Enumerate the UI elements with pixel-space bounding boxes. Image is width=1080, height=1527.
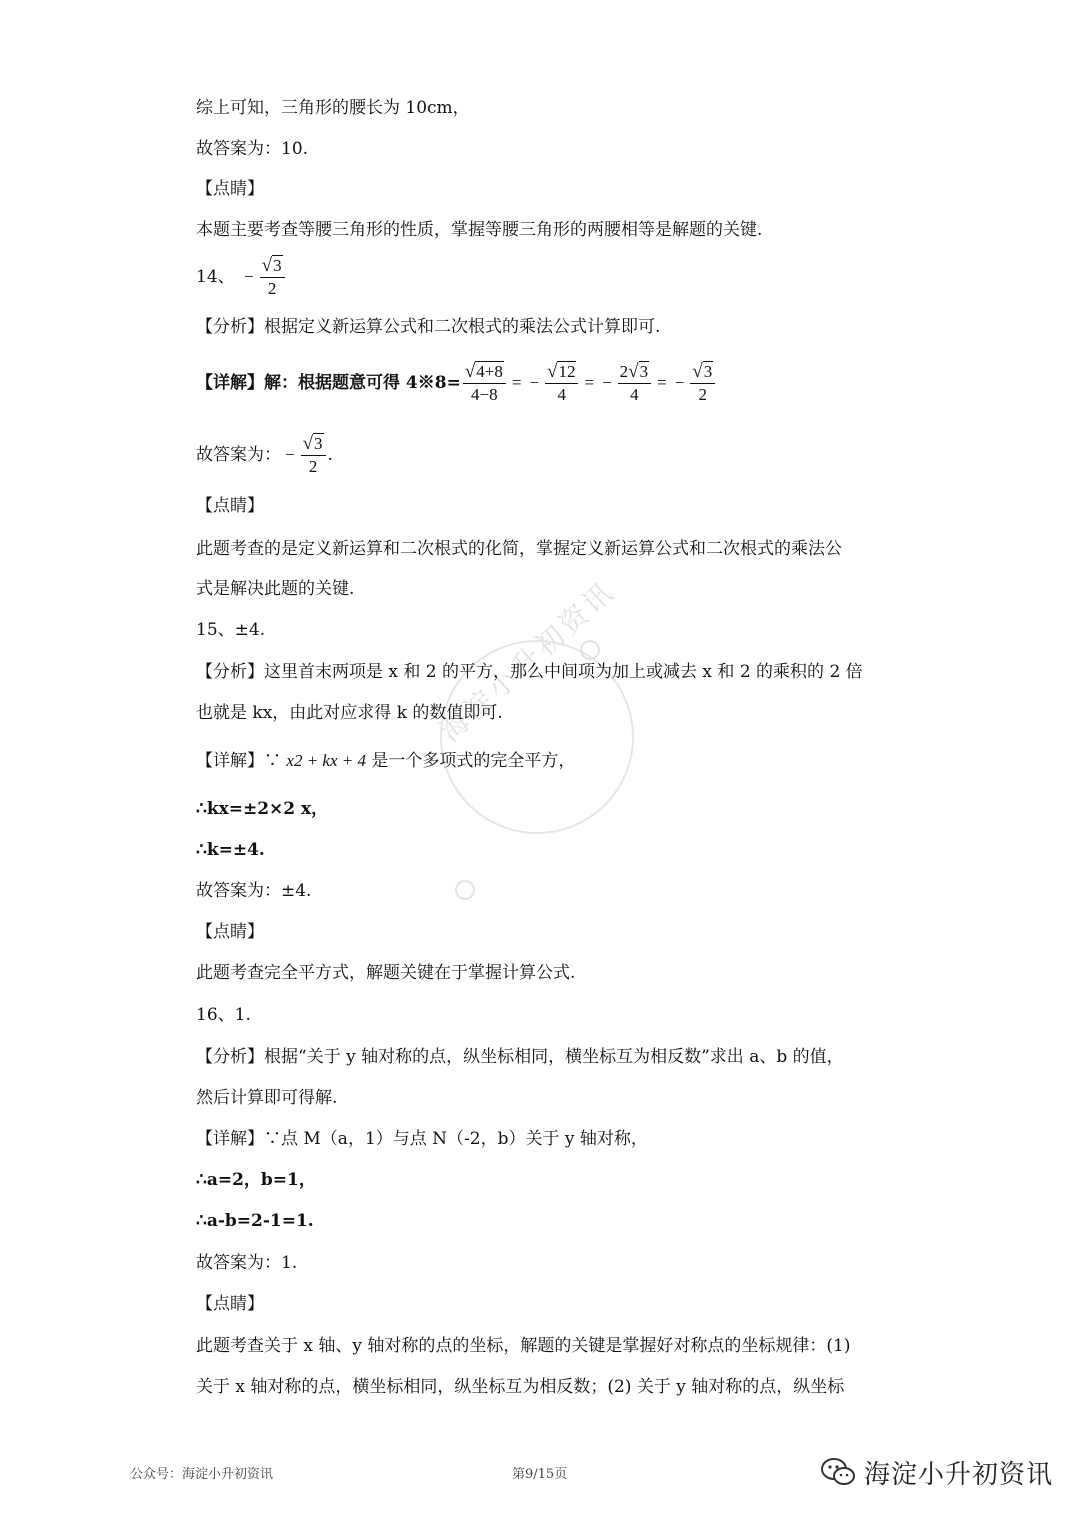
- text-line: 故答案为：1.: [196, 1253, 298, 1273]
- text-line: 【详解】∵点 M（a，1）与点 N（-2，b）关于 y 轴对称，: [196, 1129, 648, 1149]
- text-line: 【分析】根据“关于 y 轴对称的点，纵坐标相同，横坐标互为相反数”求出 a、b 的值，: [196, 1047, 844, 1067]
- solution-prefix: 【详解】∵: [196, 751, 281, 771]
- minus-sign: −: [529, 373, 540, 392]
- denominator: 2: [308, 457, 318, 476]
- answer-15: 15、±4.: [196, 620, 266, 640]
- solution-prefix: 【详解】解：根据题意可得 4※8=: [196, 373, 461, 393]
- watermark-dot: [455, 880, 475, 900]
- equals-sign: =: [511, 373, 522, 392]
- watermark-text: 海淀小升初资讯: [433, 573, 622, 749]
- polynomial: x2 + kx + 4: [286, 751, 366, 770]
- text-line: 【分析】这里首末两项是 x 和 2 的平方，那么中间项为加上或减去 x 和 2 的乘积的 2 倍: [196, 662, 863, 682]
- text-line: ∴a-b=2-1=1.: [196, 1211, 314, 1231]
- text-line: 【分析】根据定义新运算公式和二次根式的乘法公式计算即可.: [196, 317, 661, 337]
- text-line: 此题考查关于 x 轴、y 轴对称的点的坐标，解题的关键是掌握好对称点的坐标规律：(1): [196, 1336, 851, 1356]
- sqrt-sign: √: [628, 361, 639, 382]
- section-heading: 【点睛】: [196, 179, 264, 199]
- denominator: 4−8: [471, 385, 498, 404]
- brand-badge: [820, 1452, 1053, 1492]
- equals-sign: =: [584, 373, 595, 392]
- section-heading: 【点睛】: [196, 922, 264, 942]
- period: .: [327, 445, 333, 465]
- fraction: [463, 362, 506, 405]
- text-line: 本题主要考查等腰三角形的性质，掌握等腰三角形的两腰相等是解题的关键.: [196, 220, 763, 240]
- sqrt-sign: √: [302, 433, 314, 454]
- fraction: [618, 362, 651, 405]
- solution-15: [196, 750, 575, 772]
- radicand: 12: [558, 362, 576, 381]
- equals-sign: =: [657, 373, 667, 392]
- text-line: ∴a=2，b=1，: [196, 1170, 316, 1190]
- text-line: 此题考查完全平方式，解题关键在于掌握计算公式.: [196, 963, 576, 983]
- wechat-icon: [820, 1457, 856, 1487]
- sqrt-sign: √: [464, 361, 476, 382]
- answer-14: [196, 256, 287, 299]
- section-heading: 【点睛】: [196, 496, 264, 516]
- fraction: [545, 362, 578, 405]
- radicand: 4+8: [476, 362, 503, 381]
- answer-line: [196, 434, 333, 477]
- text-line: ∴kx=±2×2 x，: [196, 799, 329, 819]
- section-heading: 【点睛】: [196, 1294, 264, 1314]
- text-line: 然后计算即可得解.: [196, 1088, 338, 1108]
- sqrt-sign: √: [547, 361, 558, 382]
- question-number: 14、: [196, 267, 235, 287]
- coefficient: 2: [619, 362, 629, 381]
- denominator: 2: [267, 279, 277, 298]
- text-line: 故答案为：10.: [196, 139, 309, 159]
- text-line: ∴k=±4.: [196, 840, 265, 860]
- fraction: [690, 362, 715, 405]
- radicand: 3: [703, 362, 713, 381]
- radicand: 3: [273, 256, 282, 275]
- brand-name: 海淀小升初资讯: [864, 1459, 1054, 1490]
- minus-sign: −: [674, 373, 685, 392]
- answer-16: 16、1.: [196, 1005, 251, 1025]
- footer-account: 公众号：海淀小升初资讯: [130, 1467, 274, 1482]
- denominator: 4: [557, 385, 567, 404]
- text-line: 关于 x 轴对称的点，横坐标相同，纵坐标互为相反数；(2) 关于 y 轴对称的点，纵坐标: [196, 1377, 845, 1397]
- minus-sign: −: [602, 373, 612, 392]
- text-line: 故答案为：±4.: [196, 881, 312, 901]
- sqrt-sign: √: [692, 361, 703, 382]
- radicand: 3: [314, 434, 323, 453]
- radicand: 3: [639, 362, 649, 381]
- minus-sign: −: [285, 445, 295, 464]
- fraction: [260, 256, 285, 299]
- text-line: 此题考查的是定义新运算和二次根式的化简，掌握定义新运算公式和二次根式的乘法公: [196, 539, 842, 559]
- denominator: 4: [630, 385, 639, 404]
- sqrt-sign: √: [261, 255, 273, 276]
- denominator: 2: [698, 385, 708, 404]
- text-line: 综上可知，三角形的腰长为 10cm，: [196, 98, 470, 118]
- text-line: 也就是 kx，由此对应求得 k 的数值即可.: [196, 703, 503, 723]
- watermark-dot: [580, 640, 600, 660]
- solution-suffix: 是一个多项式的完全平方，: [371, 751, 576, 771]
- minus-sign: −: [244, 267, 254, 286]
- fraction: [301, 434, 326, 477]
- text-line: 式是解决此题的关键.: [196, 579, 355, 599]
- page-number: 第9/15页: [512, 1467, 568, 1482]
- solution-14: [196, 362, 717, 405]
- answer-prefix: 故答案为：: [196, 445, 281, 465]
